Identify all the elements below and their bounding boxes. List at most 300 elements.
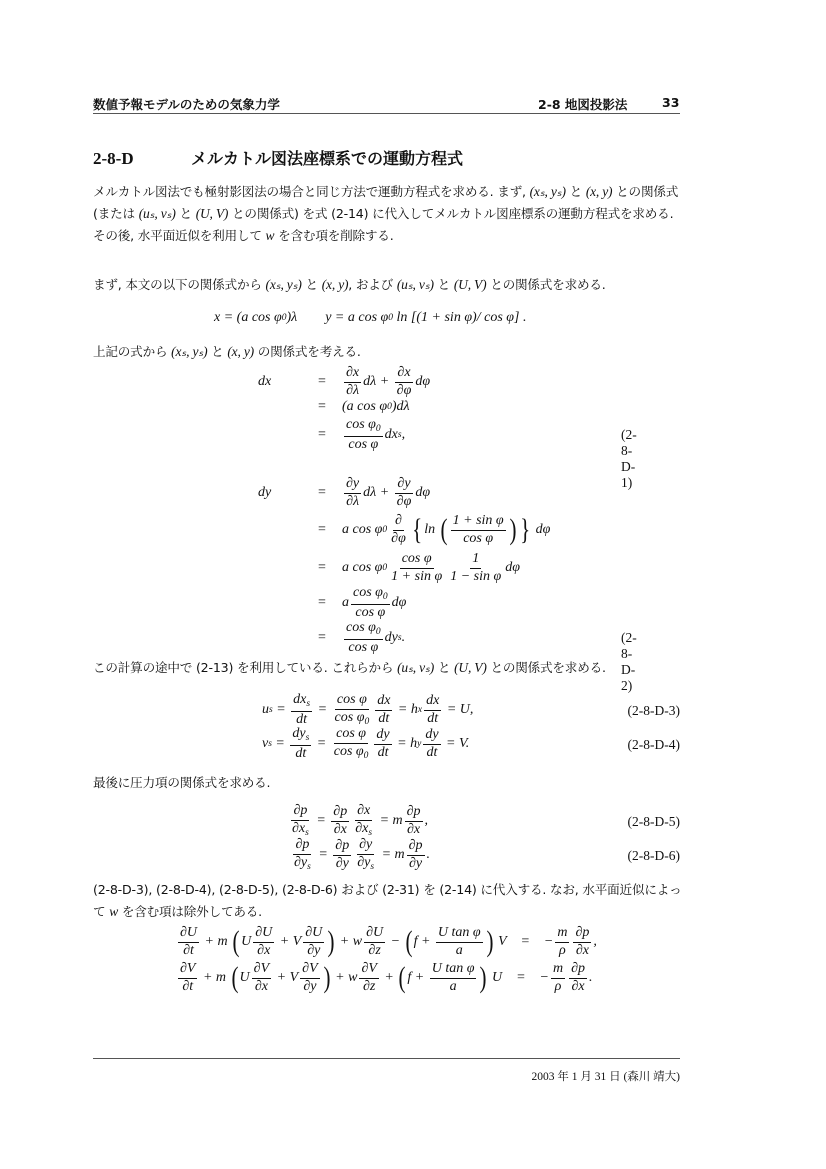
numerator [334, 727, 368, 744]
numerator [178, 926, 199, 943]
numerator [405, 805, 423, 822]
equation-label: (2-8-D-5) [627, 814, 680, 829]
denominator [570, 979, 587, 995]
fraction [451, 514, 506, 546]
fraction [292, 838, 313, 873]
math-text: cos φ [463, 530, 494, 546]
denominator [376, 711, 391, 727]
footer-rule [93, 1058, 680, 1059]
math-text: , および [348, 277, 397, 292]
subscript: 0 [387, 402, 392, 412]
math-text: ∂x [357, 803, 371, 818]
math-text: a cos φ [342, 522, 383, 537]
math-text: ρ [554, 978, 562, 994]
numerator [253, 926, 274, 943]
math-text: dt [426, 744, 438, 760]
math-text: メルカトル図法でも極射影図法の場合と同じ方法で運動方程式を求める. まず, [93, 184, 530, 199]
numerator [430, 962, 477, 979]
math-text: dy [384, 630, 398, 645]
equation-momentum-u [176, 926, 597, 958]
math-text: + V [273, 970, 299, 986]
fraction [389, 552, 444, 584]
subscript: 0 [375, 423, 381, 434]
math-text: u [262, 702, 269, 718]
fraction [344, 621, 383, 656]
fraction [300, 962, 319, 994]
math-text: ∂t [182, 978, 194, 994]
math-text: ∂t [183, 942, 194, 958]
math-text: + w [331, 970, 358, 986]
math-text: cos φ [346, 619, 376, 635]
paragraph [93, 657, 683, 679]
math-text: , [593, 934, 597, 950]
math-text: , [424, 813, 429, 829]
delimiter: ) [323, 961, 331, 995]
math-text: ∂x [355, 820, 369, 836]
math-text: )dλ [391, 399, 410, 414]
denominator [255, 943, 272, 959]
delimiter: ( [231, 961, 239, 995]
math-text: dx [377, 693, 391, 709]
math-text: ∂U [366, 925, 384, 940]
denominator [180, 979, 195, 995]
fraction [389, 514, 408, 546]
paragraph [93, 274, 683, 296]
math-text: , [401, 427, 406, 442]
fraction [291, 693, 312, 728]
math-text: = [314, 702, 331, 718]
math-text: との関係式) を式 (2-14) に代入してメルカトル図座標系の運動方程式を求める. その後, 水平面近似を利用して [93, 206, 674, 243]
math-text: ∂p [335, 838, 350, 854]
inline-math: (xₛ, yₛ) [265, 277, 302, 292]
math-text: を含む項は除外してある. [118, 904, 262, 919]
numerator [400, 552, 434, 569]
math-text: a [449, 978, 457, 994]
denominator [301, 979, 318, 995]
fraction [351, 586, 390, 621]
denominator [305, 943, 322, 959]
fraction [178, 926, 199, 958]
numerator [393, 514, 404, 531]
subscript: 0 [281, 313, 287, 323]
denominator [405, 822, 422, 838]
math-text: ∂y [409, 855, 423, 871]
math-text: = h [393, 736, 418, 752]
subscript: 0 [388, 313, 394, 323]
numerator [470, 552, 481, 569]
denominator [389, 569, 444, 585]
math-text: の関係式を考える. [253, 344, 361, 359]
numerator [423, 728, 440, 745]
math-text: U tan φ [437, 925, 481, 940]
running-header-book-title: 数値予報モデルのための気象力学 [93, 97, 280, 112]
fraction [423, 728, 440, 760]
fraction [573, 926, 591, 958]
math-text: + V [276, 934, 302, 950]
equals-sign: = [318, 522, 326, 537]
denominator [290, 821, 311, 839]
subscript: 0 [382, 563, 388, 573]
math-text: dt [295, 745, 307, 761]
fraction [448, 552, 503, 584]
fraction [290, 804, 311, 839]
math-text: dλ + [363, 374, 393, 389]
equals-sign: = [318, 560, 326, 575]
delimiter: ) [327, 925, 335, 959]
denominator [407, 856, 424, 872]
subscript: 0 [382, 591, 388, 602]
math-text: ∂p [333, 804, 348, 820]
fraction [333, 693, 372, 728]
equals-sign: = [318, 427, 326, 442]
math-text: ∂x [333, 821, 347, 837]
equation-label: (2-8-D-3) [627, 703, 680, 718]
inline-math: (x, y) [227, 344, 254, 359]
math-text: との関係式を求める. [486, 660, 606, 675]
numerator [252, 962, 271, 979]
delimiter: ( [405, 925, 413, 959]
denominator [395, 494, 414, 510]
math-text: dx [426, 693, 440, 709]
math-text: ∂p [408, 838, 423, 854]
math-text: ∂U [305, 925, 323, 940]
subscript: s [306, 699, 311, 709]
math-text: ∂U [180, 925, 198, 940]
math-text: ∂φ [391, 530, 406, 546]
math-text: ln [(1 + sin φ)/ cos φ] . [393, 310, 527, 325]
numerator [344, 621, 383, 640]
subscript: 0 [363, 750, 369, 761]
math-text: dφ [415, 374, 431, 389]
denominator [461, 531, 495, 547]
numerator [573, 926, 591, 943]
running-header-section: 2-8 地図投影法 [538, 97, 628, 112]
math-text: ∂x [571, 978, 585, 994]
inline-math: (U, V) [453, 277, 487, 292]
numerator [395, 366, 412, 383]
numerator [300, 962, 319, 979]
math-text: dφ [532, 522, 551, 537]
math-text: = V. [442, 736, 470, 752]
math-text: dt [378, 710, 390, 726]
math-group [355, 821, 372, 836]
subscript: s [305, 827, 309, 838]
equation-row [258, 396, 410, 418]
math-text: m [552, 961, 564, 976]
numerator [344, 477, 361, 494]
math-text: . [401, 630, 406, 645]
delimiter: ) [509, 513, 517, 546]
equation-label: (2-8-D-2) [621, 630, 637, 693]
numerator [331, 805, 349, 822]
denominator [334, 856, 351, 872]
math-text: と [175, 206, 196, 221]
math-text: ∂ [395, 512, 402, 528]
subscript: 0 [375, 626, 381, 637]
math-text: dt [377, 744, 389, 760]
equals-sign: = [318, 630, 326, 645]
math-text: ∂V [302, 961, 318, 976]
math-text: )λ y = a cos φ [286, 310, 389, 325]
fraction [353, 804, 374, 839]
fraction [355, 838, 376, 873]
inline-math: (xₛ, yₛ) [171, 344, 208, 359]
denominator [454, 943, 465, 959]
math-group [346, 620, 381, 635]
fraction [551, 962, 565, 994]
math-text: dt [427, 710, 439, 726]
fraction [344, 477, 361, 509]
math-text: U tan φ [431, 961, 475, 976]
math-text: = m [376, 813, 403, 829]
inline-math: (uₛ, vₛ) [138, 206, 176, 221]
fraction [436, 926, 483, 958]
math-text: と [433, 277, 454, 292]
math-text: ∂z [362, 978, 376, 994]
math-text: cos φ [336, 726, 367, 741]
denominator [424, 745, 439, 761]
numerator [395, 477, 412, 494]
math-text: 1 + sin φ [391, 568, 443, 584]
subscript: s [307, 861, 311, 872]
math-text: + [380, 970, 398, 986]
denominator [181, 943, 196, 959]
math-text: dt [296, 711, 308, 727]
math-text: = U, [443, 702, 474, 718]
math-text: = [271, 736, 289, 752]
math-text: ∂x [254, 978, 268, 994]
delimiter: } [519, 513, 530, 546]
math-text: m [557, 925, 568, 940]
numerator [355, 804, 372, 821]
numerator [451, 514, 506, 531]
numerator [359, 962, 378, 979]
math-group [292, 821, 309, 836]
denominator [346, 640, 380, 656]
inline-math: w [109, 904, 119, 919]
equals-sign: = [318, 595, 326, 610]
math-text: = [313, 736, 330, 752]
denominator [344, 494, 361, 510]
math-text: f + [413, 934, 434, 950]
inline-math: (U, V) [195, 206, 229, 221]
equation-2-8-D-4 [262, 727, 469, 762]
math-group [357, 855, 374, 870]
fraction [359, 962, 378, 994]
math-text: cos φ [346, 416, 376, 432]
math-text: と [301, 277, 322, 292]
math-text: dy [376, 727, 390, 743]
math-text: ∂x [257, 942, 271, 958]
math-text: cos φ [348, 639, 379, 655]
fraction [430, 962, 477, 994]
equation-lhs: dx [258, 374, 272, 389]
math-text: = m [378, 847, 405, 863]
fraction [332, 727, 371, 762]
math-text: ∂y [335, 855, 349, 871]
numerator [344, 366, 361, 383]
math-text: ∂x [292, 820, 306, 836]
math-text: f + [407, 970, 428, 986]
denominator [332, 744, 371, 762]
math-text: dφ [505, 560, 520, 575]
math-text: a cos φ [342, 560, 383, 575]
math-text: (a cos φ [342, 399, 388, 414]
math-text: dx [384, 427, 398, 442]
math-text: ∂y [397, 475, 411, 491]
denominator [448, 569, 503, 585]
math-text: cos φ [355, 604, 386, 620]
equation-mercator [214, 310, 526, 326]
math-text: ∂z [368, 942, 381, 958]
math-text: + m [199, 970, 230, 986]
paragraph [93, 879, 683, 923]
denominator [333, 710, 372, 728]
fraction [375, 694, 392, 726]
denominator [361, 979, 377, 995]
fraction [344, 418, 383, 453]
math-text: dφ [391, 595, 407, 610]
numerator [293, 838, 311, 855]
numerator [374, 728, 391, 745]
math-text: cos φ [348, 436, 379, 452]
inline-math: w [265, 228, 275, 243]
math-text: ∂x [407, 821, 421, 837]
numerator [407, 839, 425, 856]
equation-row [258, 620, 405, 656]
math-text: ln [424, 522, 439, 537]
equation-row [258, 418, 405, 452]
subscript: y [417, 739, 422, 750]
equation-row [258, 364, 431, 398]
math-text: ∂λ [346, 382, 360, 398]
math-group [335, 710, 370, 725]
equation-row [258, 510, 550, 550]
equation-momentum-v [176, 962, 593, 994]
fraction [344, 366, 361, 398]
denominator [553, 979, 564, 995]
math-text: . [426, 847, 431, 863]
math-text: ∂p [293, 803, 308, 818]
math-text: = [272, 702, 290, 718]
math-text: a [342, 595, 349, 610]
math-text: 上記の式から [93, 344, 172, 359]
numerator [303, 926, 324, 943]
math-text: ∂p [575, 925, 590, 940]
math-text: との関係式 (または [93, 184, 679, 221]
fraction [424, 694, 441, 726]
numerator [351, 586, 390, 605]
equation-row [258, 476, 430, 510]
delimiter: ) [479, 961, 487, 995]
denominator [293, 746, 308, 762]
fraction [395, 366, 414, 398]
inline-math: (x, y) [321, 277, 349, 292]
denominator [366, 943, 382, 959]
math-text: ∂λ [346, 493, 360, 509]
math-group [346, 417, 381, 432]
fraction [333, 839, 351, 871]
subscript: 0 [364, 716, 370, 727]
numerator [333, 839, 351, 856]
section-title: メルカトル図法座標系での運動方程式 [191, 149, 464, 168]
numerator [436, 926, 483, 943]
footer-date-author: 2003 年 1 月 31 日 (森川 靖大) [531, 1071, 680, 1083]
math-text: + w [336, 934, 363, 950]
subscript: x [417, 705, 423, 716]
denominator [253, 979, 270, 995]
math-text: ∂V [180, 961, 196, 976]
paragraph [93, 341, 683, 363]
denominator [376, 745, 391, 761]
math-text: dλ + [363, 485, 393, 500]
equation-label: (2-8-D-1) [621, 427, 637, 490]
denominator [574, 943, 591, 959]
paragraph [93, 181, 683, 247]
math-text: ∂x [397, 364, 411, 380]
math-text: ∂x [346, 364, 360, 380]
page-number: 33 [662, 95, 680, 110]
equation-row [258, 586, 406, 620]
fraction [364, 926, 385, 958]
math-text: a [455, 942, 463, 958]
equation-2-8-D-5 [288, 804, 428, 839]
math-text: v [262, 736, 269, 752]
math-text: ∂φ [396, 382, 412, 398]
math-text: cos φ [334, 709, 365, 725]
numerator [344, 418, 383, 437]
denominator [353, 605, 387, 621]
math-text: ∂y [346, 475, 360, 491]
math-text: ∂p [406, 804, 421, 820]
numerator [335, 693, 369, 710]
denominator [346, 437, 380, 453]
fraction [178, 962, 197, 994]
math-text: ∂y [359, 837, 373, 852]
numerator [291, 693, 312, 712]
math-text: ∂φ [396, 493, 412, 509]
math-text: (2-8-D-3), (2-8-D-4), (2-8-D-5), (2-8-D-6) および (2-31) を (2-14) に代入する. なお, 水平面近似によって [93, 882, 682, 919]
math-text: を含む項を削除する. [274, 228, 394, 243]
math-text: ∂p [571, 961, 586, 976]
denominator [389, 531, 408, 547]
subscript: 0 [382, 525, 388, 535]
fraction [395, 477, 414, 509]
equation-label: (2-8-D-6) [627, 848, 680, 863]
math-text: ∂y [307, 942, 321, 958]
denominator [448, 979, 459, 995]
math-text: ∂V [253, 961, 270, 976]
math-text: 1 + sin φ [452, 512, 504, 528]
subscript: s [268, 739, 272, 750]
inline-math: (xₛ, yₛ) [529, 184, 566, 199]
denominator [332, 822, 349, 838]
fraction [303, 926, 324, 958]
math-text: . [589, 970, 593, 986]
section-heading [93, 146, 463, 169]
math-text: + m [201, 934, 232, 950]
fraction [252, 962, 271, 994]
math-text: V = − [494, 934, 554, 950]
math-text: cos φ [333, 743, 364, 759]
denominator [355, 855, 376, 873]
equation-lhs: dy [258, 485, 272, 500]
math-text: U = − [488, 970, 549, 986]
fraction [569, 962, 587, 994]
inline-math: (uₛ, vₛ) [397, 660, 435, 675]
header-rule [93, 113, 680, 114]
section-number: 2-8-D [93, 149, 134, 168]
